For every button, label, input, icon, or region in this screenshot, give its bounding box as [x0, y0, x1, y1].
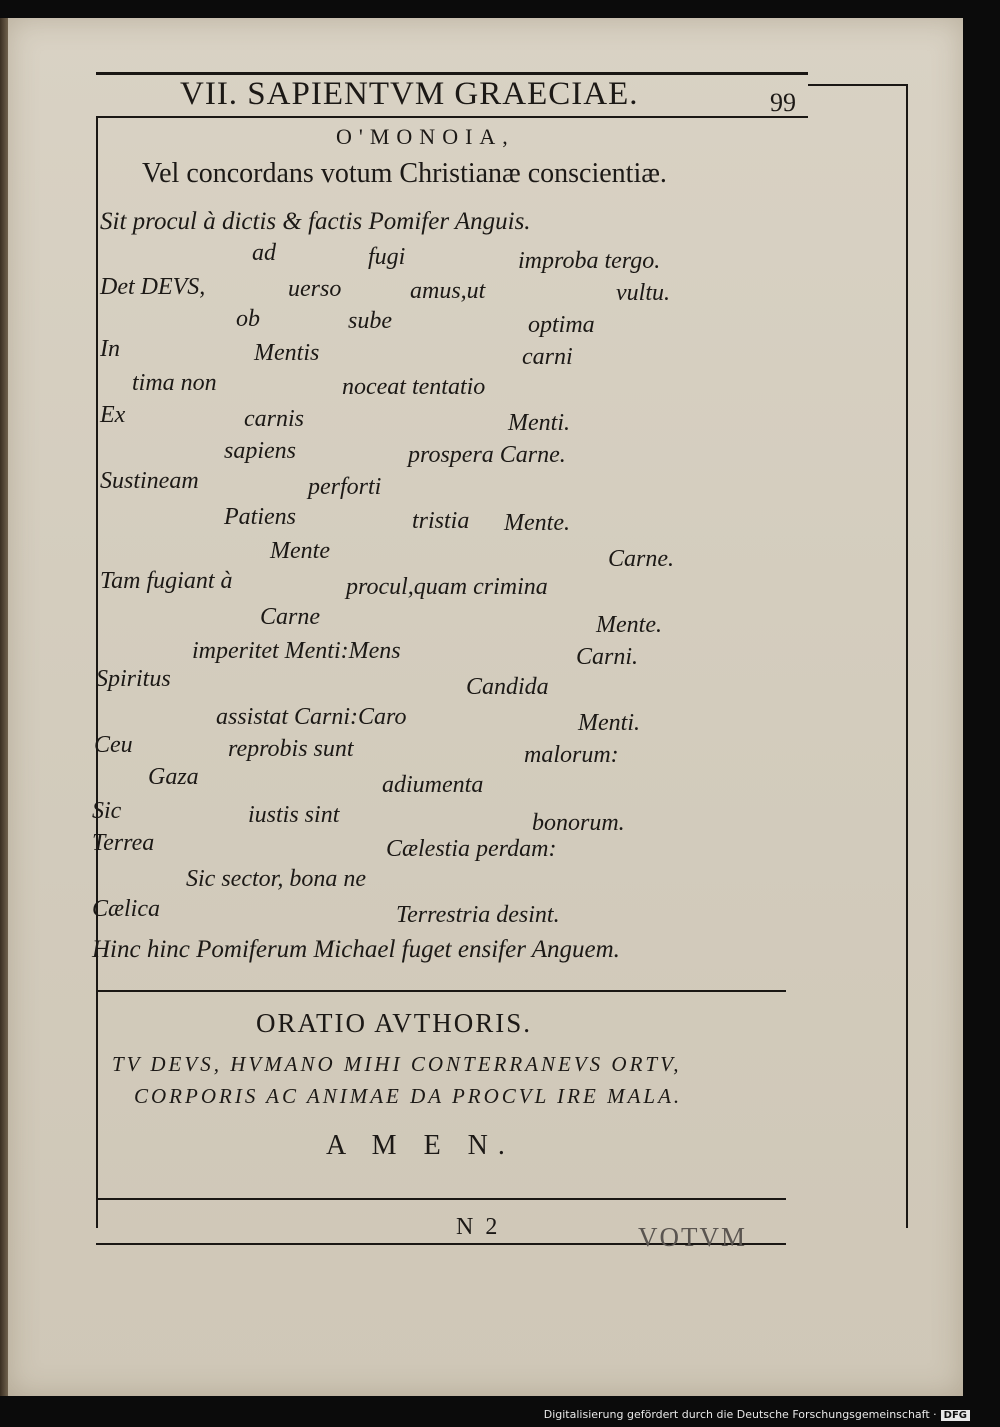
poem-word: prospera Carne.	[408, 442, 566, 468]
poem-word: Sic sector, bona ne	[186, 866, 366, 892]
poem-word: improba tergo.	[518, 248, 661, 274]
poem-word: In	[100, 336, 120, 362]
frame-top-right-rule	[808, 84, 908, 86]
poem-word: Mente	[270, 538, 330, 564]
poem-word: assistat Carni:Caro	[216, 704, 407, 730]
poem-word: Sit procul à dictis & factis Pomifer Anguis.	[100, 208, 531, 235]
running-title: VII. SAPIENTVM GRAECIAE.	[180, 76, 639, 112]
poem-title: O'MONOIA,	[336, 124, 515, 149]
poem-word: Mente.	[596, 612, 662, 638]
poem-word: Det DEVS,	[100, 274, 206, 300]
poem-word: reprobis sunt	[228, 736, 354, 762]
poem-word: Sic	[92, 798, 122, 824]
poem-word: iustis sint	[248, 802, 340, 828]
oratio-bottom-rule	[96, 1198, 786, 1200]
digitization-note-text: Digitalisierung gefördert durch die Deutsche Forschungsgemeinschaft ·	[543, 1408, 937, 1421]
poem-word: Terrea	[92, 830, 155, 856]
poem-word: carni	[522, 344, 573, 370]
poem-word: Carne.	[608, 546, 674, 572]
amen: A M E N.	[326, 1130, 515, 1161]
book-page	[8, 18, 963, 1396]
poem-word: optima	[528, 312, 595, 338]
poem-word: Mentis	[254, 340, 320, 366]
digitization-note	[544, 1408, 970, 1421]
poem-word: subе	[348, 308, 392, 334]
poem-word: Spiritus	[96, 666, 171, 692]
frame-right-rule	[906, 84, 908, 1228]
poem-word: ob	[236, 306, 260, 332]
poem-word: vultu.	[616, 280, 670, 306]
dfg-logo: DFG	[941, 1410, 970, 1421]
poem-word: uerso	[288, 276, 342, 302]
poem-word: Patiens	[224, 504, 296, 530]
poem-word: noceat tentatio	[342, 374, 486, 400]
poem-word: fugi	[368, 244, 406, 270]
poem-word: Sustineam	[100, 468, 199, 494]
poem-word: adiumenta	[382, 772, 484, 798]
poem-word: malorum:	[524, 742, 619, 768]
poem-word: ad	[252, 240, 276, 266]
poem-word: Tam fugiant à	[100, 568, 233, 594]
poem-word: imperitet Menti:Mens	[192, 638, 401, 664]
poem-word: Carni.	[576, 644, 639, 670]
poem-word: Menti.	[508, 410, 570, 436]
poem-word: tristia	[412, 508, 470, 534]
catchword: VOTVM	[638, 1222, 747, 1252]
poem-word: Ceu	[94, 732, 133, 758]
poem-word: tima non	[132, 370, 217, 396]
poem-word: Terrestria desint.	[396, 902, 560, 928]
poem-word: Ex	[100, 402, 126, 428]
poem-word: Menti.	[578, 710, 640, 736]
poem-word: perforti	[308, 474, 382, 500]
poem-word: Gaza	[148, 764, 199, 790]
poem-word: procul,quam crimina	[346, 574, 548, 600]
page-number: 99	[770, 88, 796, 117]
poem-word: Carne	[260, 604, 320, 630]
oratio-line-1: TV DEVS, HVMANO MIHI CONTERRANEVS ORTV,	[112, 1052, 682, 1076]
poem-word: Hinc hinc Pomiferum Michael fuget ensifer Anguem.	[92, 936, 620, 963]
poem-word: sapiens	[224, 438, 296, 464]
poem-word: Candida	[466, 674, 549, 700]
poem-word: Cælestia perdam:	[386, 836, 557, 862]
poem-word: amus,ut	[410, 278, 486, 304]
signature-mark: N 2	[456, 1214, 498, 1240]
oratio-line-2: CORPORIS AC ANIMAE DA PROCVL IRE MALA.	[134, 1084, 683, 1108]
poem-word: Cælica	[92, 896, 161, 922]
poem-subtitle: Vel concordans votum Christianæ conscientiæ.	[142, 158, 667, 189]
oratio-title: ORATIO AVTHORIS.	[256, 1008, 533, 1038]
poem-word: bonorum.	[532, 810, 625, 836]
header-top-rule	[96, 72, 808, 75]
poem-bottom-rule	[96, 990, 786, 992]
header-bottom-rule	[96, 116, 808, 118]
poem-word: carnis	[244, 406, 304, 432]
poem-word: Mente.	[504, 510, 570, 536]
